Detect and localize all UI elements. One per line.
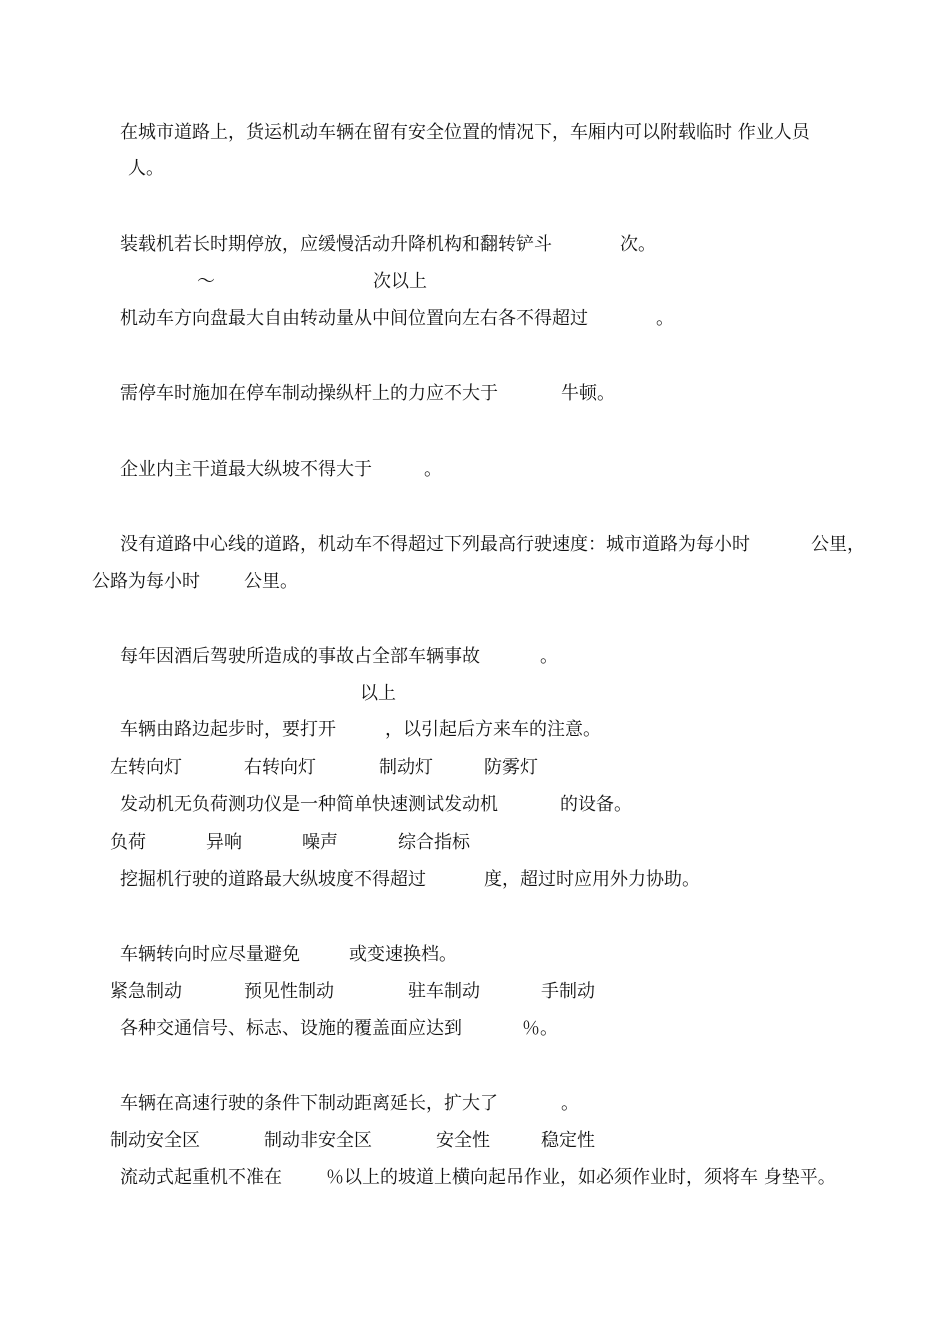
question-11-option-c: 驻车制动 (408, 981, 480, 1002)
question-6-line-2: 公路为每小时 (92, 571, 200, 592)
question-13-end: 。 (561, 1093, 579, 1114)
question-1-line-2: 人。 (128, 158, 164, 179)
question-3-end: 。 (656, 308, 674, 329)
question-7-answer: 以上 (360, 683, 396, 704)
question-6-unit-2: 公里。 (244, 571, 298, 592)
question-9-option-a: 负荷 (110, 832, 146, 853)
question-10-tail: 度，超过时应用外力协助。 (484, 869, 700, 890)
question-13-option-b: 制动非安全区 (264, 1130, 372, 1151)
question-2-unit: 次。 (620, 234, 656, 255)
question-7-text: 每年因酒后驾驶所造成的事故占全部车辆事故 (120, 646, 480, 667)
question-8-option-d: 防雾灯 (484, 757, 538, 778)
question-11-option-b: 预见性制动 (244, 981, 334, 1002)
question-6-text: 没有道路中心线的道路，机动车不得超过下列最高行驶速度：城市道路为每小时 (120, 534, 750, 555)
question-12-tail: ％。 (522, 1018, 558, 1039)
question-4-unit: 牛顿。 (561, 383, 615, 404)
question-2-text: 装载机若长时期停放，应缓慢活动升降机构和翻转铲斗 (120, 234, 552, 255)
question-2-answer-separator: ～ (197, 271, 215, 292)
question-6-unit-1: 公里， (811, 534, 865, 555)
question-13-option-c: 安全性 (436, 1130, 490, 1151)
question-11-option-d: 手制动 (541, 981, 595, 1002)
question-11-text: 车辆转向时应尽量避免 (120, 944, 300, 965)
question-9-text: 发动机无负荷测功仪是一种简单快速测试发动机 (120, 794, 498, 815)
question-9-option-d: 综合指标 (398, 832, 470, 853)
question-10-text: 挖掘机行驶的道路最大纵坡度不得超过 (120, 869, 426, 890)
question-9-tail: 的设备。 (560, 794, 632, 815)
question-5-text: 企业内主干道最大纵坡不得大于 (120, 459, 372, 480)
question-8-text: 车辆由路边起步时，要打开 (120, 719, 336, 740)
question-13-option-a: 制动安全区 (110, 1130, 200, 1151)
question-4-text: 需停车时施加在停车制动操纵杆上的力应不大于 (120, 383, 498, 404)
question-7-end: 。 (540, 646, 558, 667)
question-8-option-c: 制动灯 (379, 757, 433, 778)
question-13-text: 车辆在高速行驶的条件下制动距离延长，扩大了 (120, 1093, 498, 1114)
question-14-text: 流动式起重机不准在 (120, 1167, 282, 1188)
question-3-text: 机动车方向盘最大自由转动量从中间位置向左右各不得超过 (120, 308, 588, 329)
question-8-tail: ，以引起后方来车的注意。 (385, 719, 601, 740)
question-11-tail: 或变速换档。 (349, 944, 457, 965)
question-5-end: 。 (424, 459, 442, 480)
question-14-tail: ％以上的坡道上横向起吊作业，如必须作业时，须将车 身垫平。 (326, 1167, 836, 1188)
question-12-text: 各种交通信号、标志、设施的覆盖面应达到 (120, 1018, 462, 1039)
question-13-option-d: 稳定性 (541, 1130, 595, 1151)
question-8-option-a: 左转向灯 (110, 757, 182, 778)
question-1-line-1: 在城市道路上，货运机动车辆在留有安全位置的情况下，车厢内可以附载临时 作业人员 (120, 122, 810, 143)
question-2-answer-tail: 次以上 (373, 271, 427, 292)
question-9-option-b: 异响 (206, 832, 242, 853)
question-11-option-a: 紧急制动 (110, 981, 182, 1002)
question-8-option-b: 右转向灯 (244, 757, 316, 778)
question-9-option-c: 噪声 (302, 832, 338, 853)
